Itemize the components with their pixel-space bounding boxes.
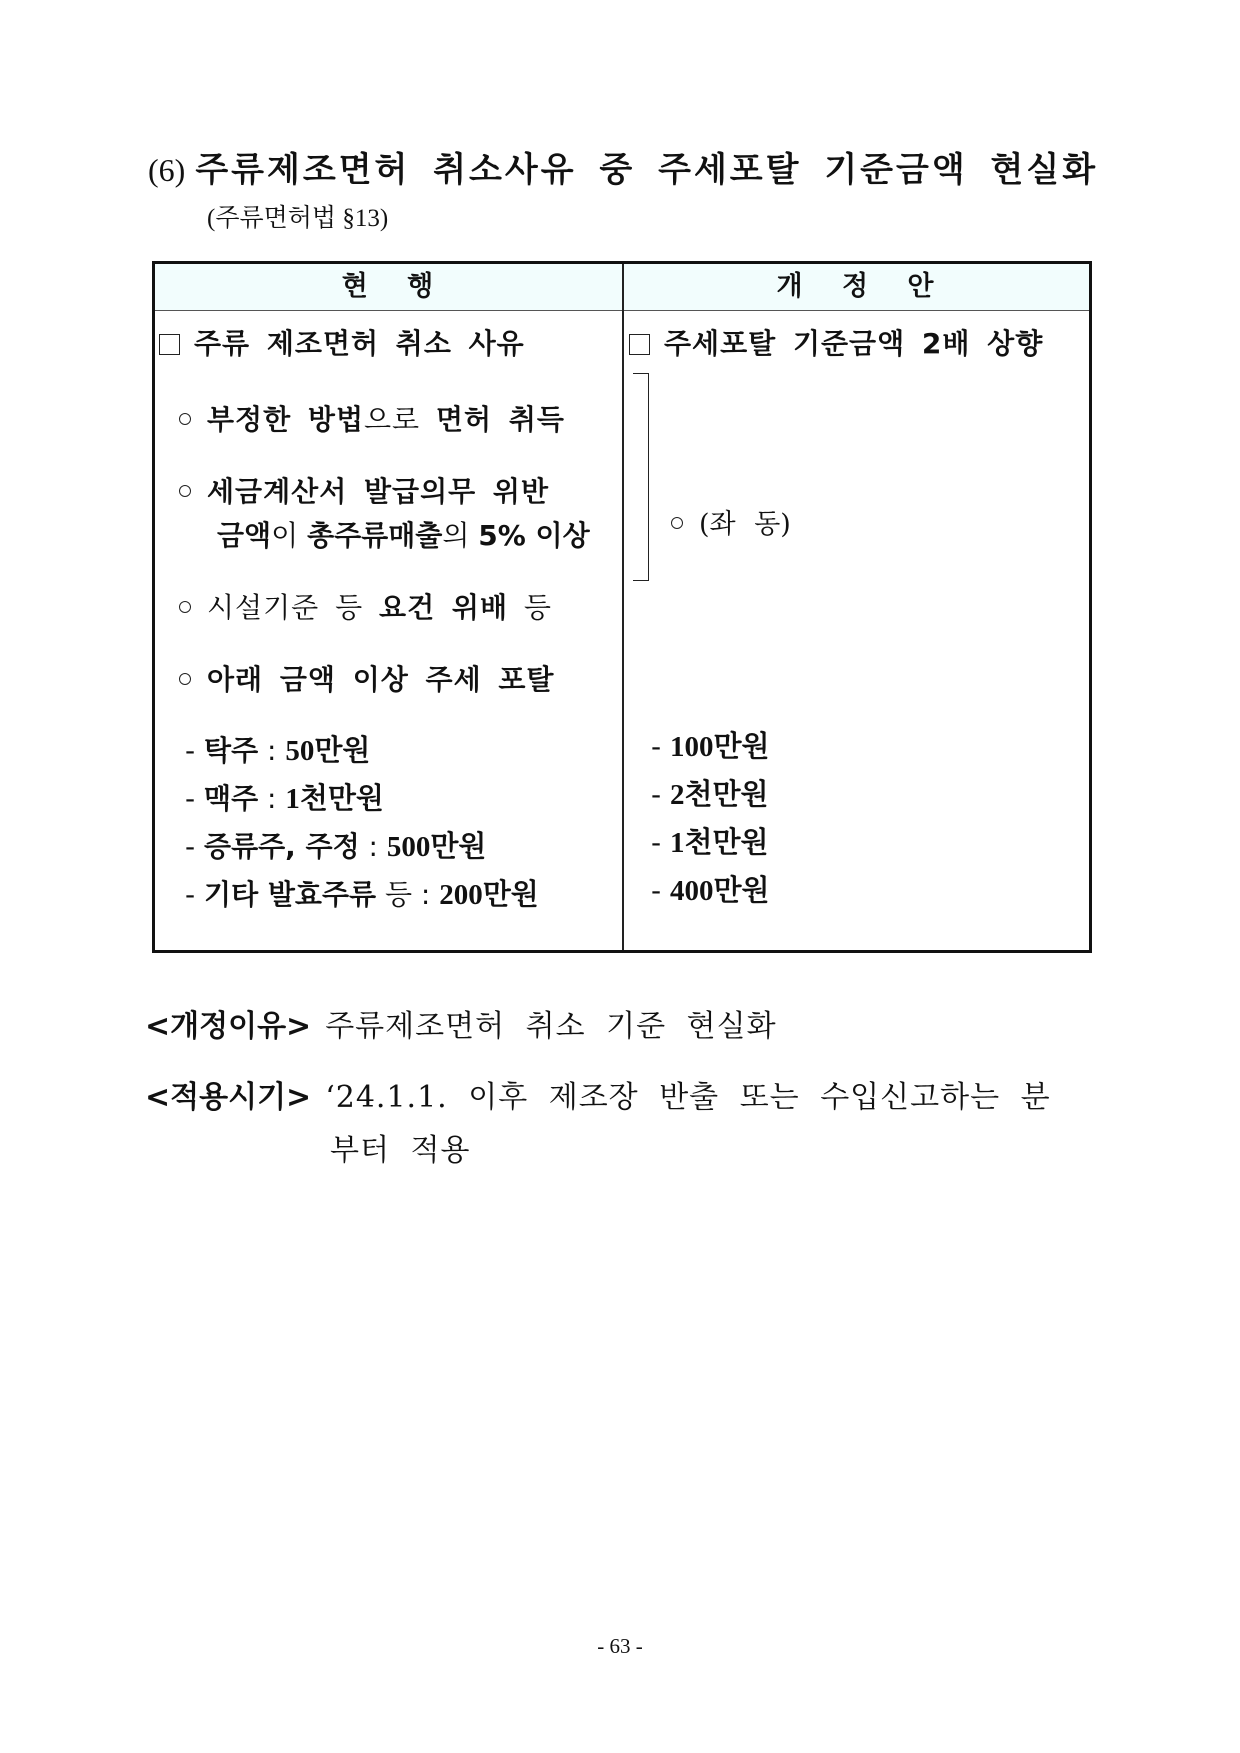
item-text: 부정한 방법 xyxy=(207,403,364,436)
effective-date-continued xyxy=(330,1125,470,1169)
effective-date xyxy=(145,1072,1051,1116)
amount-value: 1천만원 xyxy=(285,783,384,815)
effective-date-label: <적용시기> xyxy=(145,1080,312,1115)
amount-value: 1천만원 xyxy=(670,827,769,859)
proposed-heading xyxy=(629,322,1043,362)
proposed-heading-text: 주세포탈 기준금액 2배 상향 xyxy=(664,327,1044,360)
proposed-amount-3: - 1천만원 xyxy=(651,826,769,859)
separator: : xyxy=(412,878,440,911)
item-text: 이 xyxy=(271,519,308,552)
section-number: (6) xyxy=(148,152,186,188)
revision-reason xyxy=(145,1001,777,1045)
current-item-2-line2 xyxy=(217,514,590,554)
column-header-proposed: 개 정 안 xyxy=(776,271,936,302)
current-item-2 xyxy=(179,470,549,510)
current-item-4 xyxy=(179,658,554,698)
item-text: 시설기준 등 xyxy=(207,591,380,624)
amount-value: 200만원 xyxy=(439,879,539,911)
section-title-text: 주류제조면허 취소사유 중 주세포탈 기준금액 현실화 xyxy=(195,150,1099,190)
current-amount-4: - 기타 발효주류 등 : 200만원 xyxy=(185,878,539,911)
square-bullet-icon xyxy=(159,334,180,355)
liquor-type: 기타 발효주류 xyxy=(204,878,377,911)
law-reference: (주류면허법 §13) xyxy=(207,205,389,232)
amount-value: 2천만원 xyxy=(670,779,769,811)
item-text: 의 xyxy=(442,519,479,552)
section-title xyxy=(148,142,1098,191)
item-text: 금액 xyxy=(217,519,272,552)
current-item-3 xyxy=(179,586,552,626)
amount-value: 50만원 xyxy=(285,735,371,767)
separator: : xyxy=(258,782,286,815)
liquor-type: 탁주 xyxy=(204,734,259,767)
circle-bullet-icon xyxy=(179,413,191,425)
item-text: 5% 이상 xyxy=(478,519,590,552)
current-amount-3: - 증류주, 주정 : 500만원 xyxy=(185,830,487,863)
item-text: 아래 금액 이상 주세 포탈 xyxy=(207,663,555,696)
amount-value: 100만원 xyxy=(670,731,770,763)
current-item-1 xyxy=(179,398,565,438)
item-text: 면허 취득 xyxy=(436,403,565,436)
item-text: 세금계산서 발급의무 위반 xyxy=(207,475,550,508)
same-as-left-text: (좌 동) xyxy=(699,509,791,540)
item-text: 으로 xyxy=(364,403,436,436)
revision-reason-label: <개정이유> xyxy=(145,1009,312,1044)
current-amount-1: - 탁주 : 50만원 xyxy=(185,734,371,767)
grouping-bracket xyxy=(633,373,649,581)
separator: : xyxy=(359,830,387,863)
column-divider xyxy=(622,264,624,950)
proposed-amount-2: - 2천만원 xyxy=(651,778,769,811)
circle-bullet-icon xyxy=(179,673,191,685)
liquor-type-suffix: 등 xyxy=(376,878,413,911)
liquor-type: 맥주 xyxy=(204,782,259,815)
column-header-current: 현 행 xyxy=(341,271,436,302)
item-text: 요건 위배 xyxy=(379,591,508,624)
circle-bullet-icon xyxy=(179,601,191,613)
circle-bullet-icon xyxy=(671,517,683,529)
item-text: 총주류매출 xyxy=(307,519,443,552)
comparison-table xyxy=(152,261,1092,953)
revision-reason-text: 주류제조면허 취소 기준 현실화 xyxy=(325,1009,777,1044)
amount-value: 500만원 xyxy=(386,831,487,863)
proposed-amount-4: - 400만원 xyxy=(651,874,770,907)
separator: : xyxy=(258,734,286,767)
amount-value: 400만원 xyxy=(670,875,770,907)
page-number: - 63 - xyxy=(597,1634,643,1658)
effective-date-text-line2: 부터 적용 xyxy=(330,1133,471,1168)
current-amount-2: - 맥주 : 1천만원 xyxy=(185,782,384,815)
circle-bullet-icon xyxy=(179,485,191,497)
proposed-same-as-left xyxy=(671,502,791,541)
proposed-amount-1: - 100만원 xyxy=(651,730,770,763)
current-heading xyxy=(159,322,525,362)
liquor-type: 증류주, 주정 xyxy=(204,830,360,863)
current-heading-text: 주류 제조면허 취소 사유 xyxy=(194,327,525,360)
item-text: 등 xyxy=(508,591,552,624)
effective-date-text: ‘24.1.1. 이후 제조장 반출 또는 수입신고하는 분 xyxy=(325,1080,1051,1115)
square-bullet-icon xyxy=(629,334,650,355)
